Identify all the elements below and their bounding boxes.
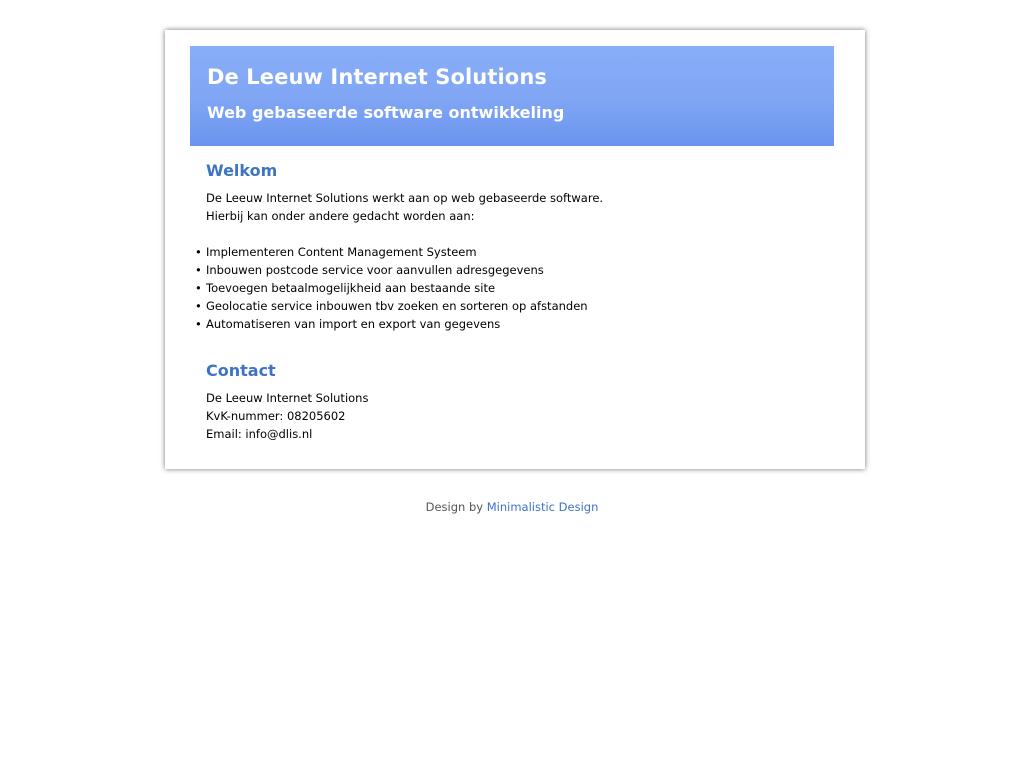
list-item [195,315,826,333]
contact-heading: Contact [206,361,276,380]
bullet-icon: • [195,317,202,331]
bullet-icon: • [195,263,202,277]
site-header [190,46,834,146]
intro-line: De Leeuw Internet Solutions werkt aan op web gebaseerde software. [206,191,604,205]
welcome-intro [206,189,826,225]
welcome-heading: Welkom [206,161,278,180]
list-item [195,297,826,315]
contact-kvk: KvK-nummer: 08205602 [206,409,346,423]
site-footer [0,500,1024,514]
services-list [195,243,826,333]
intro-line: Hierbij kan onder andere gedacht worden aan: [206,209,475,223]
main-content [195,160,826,443]
list-item [195,243,826,261]
page-container [165,30,865,469]
service-label: Inbouwen postcode service voor aanvullen adresgegevens [206,263,544,277]
contact-details [206,389,826,443]
service-label: Geolocatie service inbouwen tbv zoeken en sorteren op afstanden [206,299,588,313]
bullet-icon: • [195,281,202,295]
footer-prefix: Design by [425,500,484,514]
contact-company: De Leeuw Internet Solutions [206,391,369,405]
bullet-icon: • [195,245,202,259]
footer-design-link[interactable]: Minimalistic Design [486,500,599,514]
service-label: Automatiseren van import en export van gegevens [206,317,501,331]
contact-email: Email: info@dlis.nl [206,427,313,441]
list-item [195,261,826,279]
site-subtitle: Web gebaseerde software ontwikkeling [207,103,565,122]
bullet-icon: • [195,299,202,313]
list-item [195,279,826,297]
service-label: Implementeren Content Management Systeem [206,245,477,259]
site-title: De Leeuw Internet Solutions [207,65,547,89]
service-label: Toevoegen betaalmogelijkheid aan bestaande site [206,281,496,295]
